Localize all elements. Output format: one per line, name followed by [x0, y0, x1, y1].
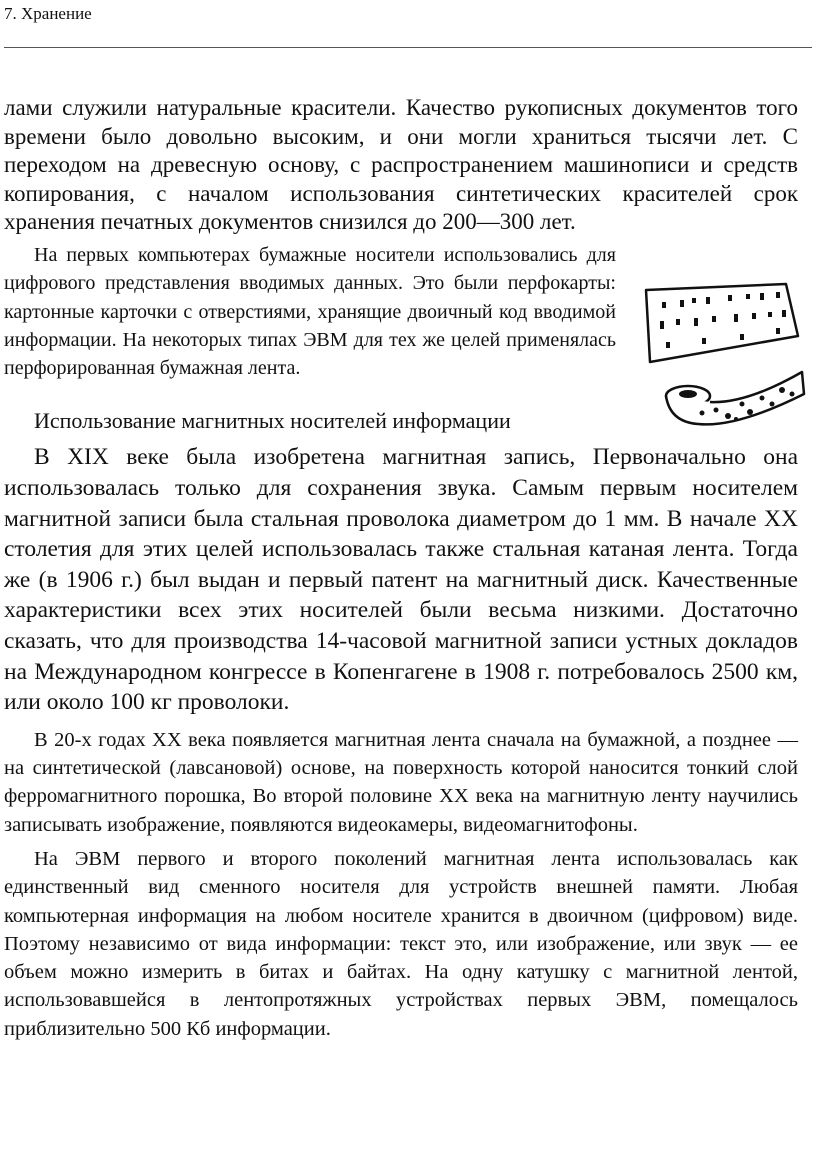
paragraph-punch-cards: На первых компьютерах бумажные носители использовались для цифрового представления вводимых данных. Это были перфокарты: картонные карточки с отверстиями, хранящие двоичный код вводимой информации. На некоторых типах ЭВМ для тех же целей применялась перфорированная бумажная лента.: [4, 243, 616, 380]
page-body: [4, 94, 798, 1043]
paragraph-computer-tape: На ЭВМ первого и второго поколений магнитная лента использовалась как единственный вид сменного носителя для устройств внешней памяти. Любая компьютерная информация на любом носителе хранится в двоичном (цифровом) виде. Поэтому независимо от вида информации: текст это, или изображение, или звук — ее объем можно измерить в битах и байтах. На одну катушку с магнитной лентой, использовавшейся в лентопротяжных устройствах первых ЭВМ, помещалось приблизительно 500 Кб информации.: [4, 847, 798, 1040]
punch-card-icon: [646, 284, 798, 362]
header-rule: [4, 47, 812, 48]
punched-tape-icon: [666, 372, 804, 424]
paragraph-ink-history: лами служили натуральные красители. Качество рукописных документов того времени было довольно высоким, и они могли храниться тысячи лет. С переходом на древесную основу, с распространением машинописи и средств копирования, с началом использования синтетических красителей срок хранения печатных документов снизился до 200—300 лет.: [4, 95, 798, 235]
punch-media-illustration: [636, 276, 806, 446]
section-heading: Использование магнитных носителей информации: [34, 408, 511, 434]
running-head: 7. Хранение: [4, 4, 92, 23]
paragraph-magnetic-wire: В XIX веке была изобретена магнитная запись, Первоначально она использовалась только для сохранения звука. Самым первым носителем магнитной записи была стальная проволока диаметром до 1 мм. В начале XX столетия для этих целей использовалась также стальная катаная лента. Тогда же (в 1906 г.) был выдан и первый патент на магнитный диск. Качественные характеристики всех этих носителей были весьма низкими. Достаточно сказать, что для производства 14-часовой магнитной записи устных докладов на Международном конгрессе в Копенгагене в 1908 г. потребовалось 2500 км, или около 100 кг проволоки.: [4, 444, 798, 716]
paragraph-magnetic-tape: В 20-х годах XX века появляется магнитная лента сначала на бумажной, а позднее — на синтетической (лавсановой) основе, на поверхность которой наносится тонкий слой ферромагнитного порошка, Во второй половине XX века на магнитную ленту научились записывать изображение, появляются видеокамеры, видеомагнитофоны.: [4, 728, 798, 836]
